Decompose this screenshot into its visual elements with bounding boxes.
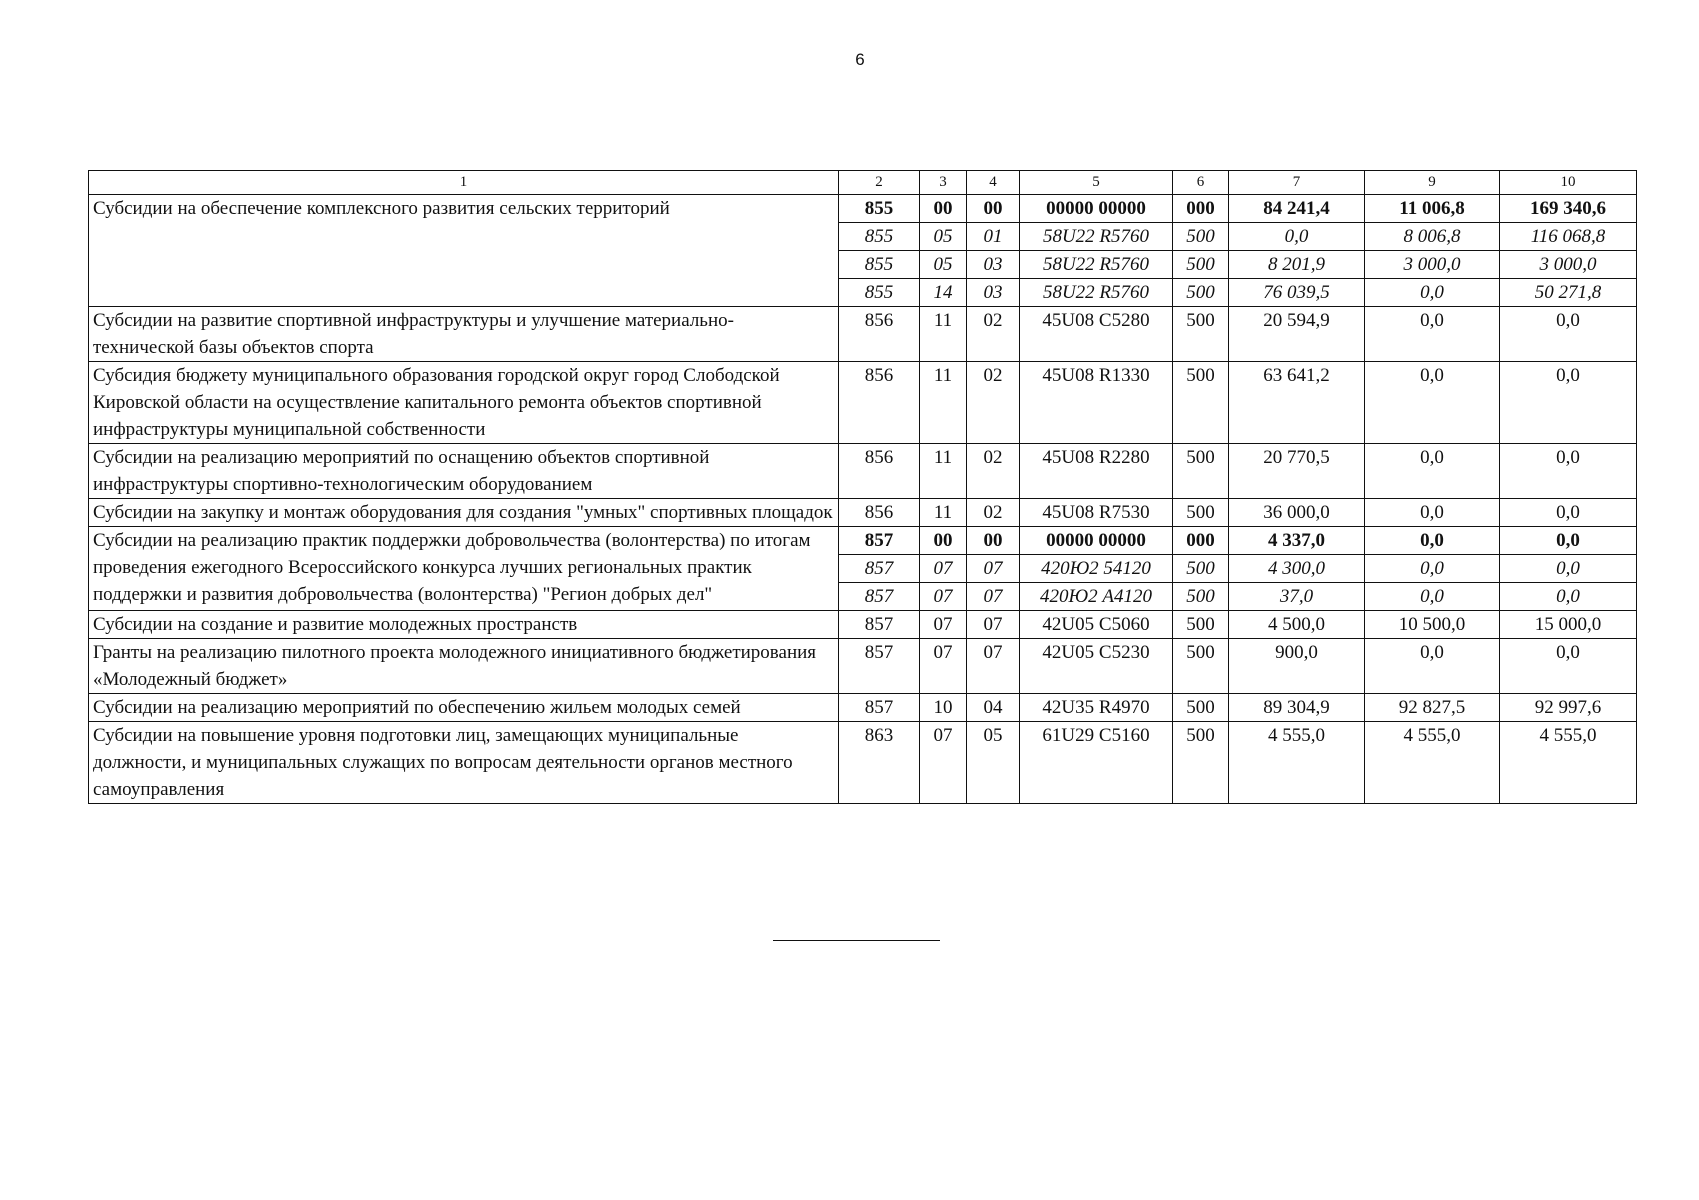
code-4-cell: 02 — [967, 307, 1020, 362]
column-header: 10 — [1500, 171, 1637, 195]
code-3-cell: 11 — [920, 307, 967, 362]
value-7-cell: 76 039,5 — [1229, 279, 1365, 307]
column-header: 6 — [1173, 171, 1229, 195]
value-10-cell: 116 068,8 — [1500, 223, 1637, 251]
code-6-cell: 500 — [1173, 694, 1229, 722]
description-cell: Субсидии на развитие спортивной инфраструктуры и улучшение материально-технической базы объектов спорта — [89, 307, 839, 362]
code-3-cell: 07 — [920, 722, 967, 804]
code-6-cell: 500 — [1173, 499, 1229, 527]
code-6-cell: 500 — [1173, 444, 1229, 499]
description-cell: Субсидии на обеспечение комплексного развития сельских территорий — [89, 195, 839, 307]
code-6-cell: 000 — [1173, 195, 1229, 223]
code-5-cell: 42U05 C5060 — [1020, 611, 1173, 639]
table-row — [89, 611, 1637, 639]
code-2-cell: 855 — [839, 223, 920, 251]
value-9-cell: 0,0 — [1365, 583, 1500, 611]
value-9-cell: 0,0 — [1365, 279, 1500, 307]
description-cell: Гранты на реализацию пилотного проекта молодежного инициативного бюджетирования «Молодежный бюджет» — [89, 639, 839, 694]
code-5-cell: 58U22 R5760 — [1020, 251, 1173, 279]
value-9-cell: 0,0 — [1365, 499, 1500, 527]
code-4-cell: 00 — [967, 527, 1020, 555]
code-3-cell: 11 — [920, 499, 967, 527]
code-5-cell: 58U22 R5760 — [1020, 279, 1173, 307]
code-3-cell: 05 — [920, 251, 967, 279]
value-9-cell: 92 827,5 — [1365, 694, 1500, 722]
code-2-cell: 863 — [839, 722, 920, 804]
code-4-cell: 07 — [967, 639, 1020, 694]
value-7-cell: 900,0 — [1229, 639, 1365, 694]
description-cell: Субсидии на реализацию мероприятий по обеспечению жильем молодых семей — [89, 694, 839, 722]
code-5-cell: 61U29 C5160 — [1020, 722, 1173, 804]
value-7-cell: 37,0 — [1229, 583, 1365, 611]
code-2-cell: 856 — [839, 362, 920, 444]
code-3-cell: 14 — [920, 279, 967, 307]
column-header: 3 — [920, 171, 967, 195]
value-10-cell: 50 271,8 — [1500, 279, 1637, 307]
value-10-cell: 3 000,0 — [1500, 251, 1637, 279]
code-2-cell: 857 — [839, 527, 920, 555]
table-row — [89, 307, 1637, 362]
description-cell: Субсидии на повышение уровня подготовки лиц, замещающих муниципальные должности, и муниципальных служащих по вопросам деятельности органов местного самоуправления — [89, 722, 839, 804]
table-row — [89, 694, 1637, 722]
code-4-cell: 07 — [967, 583, 1020, 611]
column-header: 7 — [1229, 171, 1365, 195]
code-4-cell: 02 — [967, 499, 1020, 527]
budget-table — [88, 170, 1637, 804]
code-2-cell: 857 — [839, 583, 920, 611]
code-4-cell: 07 — [967, 555, 1020, 583]
code-6-cell: 500 — [1173, 223, 1229, 251]
table-header-row — [89, 171, 1637, 195]
code-3-cell: 10 — [920, 694, 967, 722]
code-5-cell: 45U08 R1330 — [1020, 362, 1173, 444]
value-9-cell: 3 000,0 — [1365, 251, 1500, 279]
value-9-cell: 10 500,0 — [1365, 611, 1500, 639]
value-7-cell: 4 555,0 — [1229, 722, 1365, 804]
code-2-cell: 856 — [839, 499, 920, 527]
value-7-cell: 0,0 — [1229, 223, 1365, 251]
value-7-cell: 36 000,0 — [1229, 499, 1365, 527]
budget-table-body — [89, 171, 1637, 804]
code-6-cell: 500 — [1173, 307, 1229, 362]
table-row — [89, 639, 1637, 694]
code-2-cell: 857 — [839, 555, 920, 583]
code-6-cell: 500 — [1173, 639, 1229, 694]
value-7-cell: 4 500,0 — [1229, 611, 1365, 639]
code-5-cell: 00000 00000 — [1020, 195, 1173, 223]
value-9-cell: 0,0 — [1365, 444, 1500, 499]
code-4-cell: 02 — [967, 362, 1020, 444]
description-cell: Субсидии на создание и развитие молодежных пространств — [89, 611, 839, 639]
code-3-cell: 00 — [920, 527, 967, 555]
value-9-cell: 0,0 — [1365, 527, 1500, 555]
description-cell: Субсидии на реализацию мероприятий по оснащению объектов спортивной инфраструктуры спортивно-технологическим оборудованием — [89, 444, 839, 499]
table-row — [89, 499, 1637, 527]
code-5-cell: 420Ю2 54120 — [1020, 555, 1173, 583]
code-6-cell: 500 — [1173, 251, 1229, 279]
table-row — [89, 195, 1637, 223]
code-4-cell: 03 — [967, 251, 1020, 279]
description-cell: Субсидия бюджету муниципального образования городской округ город Слободской Кировской области на осуществление капитального ремонта объектов спортивной инфраструктуры муниципальной собственности — [89, 362, 839, 444]
value-10-cell: 0,0 — [1500, 583, 1637, 611]
code-4-cell: 07 — [967, 611, 1020, 639]
value-10-cell: 4 555,0 — [1500, 722, 1637, 804]
table-row — [89, 527, 1637, 555]
value-9-cell: 8 006,8 — [1365, 223, 1500, 251]
code-6-cell: 500 — [1173, 279, 1229, 307]
value-10-cell: 15 000,0 — [1500, 611, 1637, 639]
code-6-cell: 500 — [1173, 583, 1229, 611]
column-header: 4 — [967, 171, 1020, 195]
column-header: 2 — [839, 171, 920, 195]
code-4-cell: 04 — [967, 694, 1020, 722]
value-9-cell: 0,0 — [1365, 362, 1500, 444]
value-7-cell: 20 594,9 — [1229, 307, 1365, 362]
value-7-cell: 89 304,9 — [1229, 694, 1365, 722]
code-4-cell: 01 — [967, 223, 1020, 251]
code-3-cell: 11 — [920, 444, 967, 499]
value-7-cell: 4 337,0 — [1229, 527, 1365, 555]
code-6-cell: 500 — [1173, 722, 1229, 804]
value-10-cell: 0,0 — [1500, 307, 1637, 362]
code-6-cell: 500 — [1173, 362, 1229, 444]
code-2-cell: 857 — [839, 639, 920, 694]
column-header: 1 — [89, 171, 839, 195]
bottom-rule — [773, 940, 940, 941]
value-10-cell: 0,0 — [1500, 527, 1637, 555]
code-3-cell: 11 — [920, 362, 967, 444]
value-9-cell: 0,0 — [1365, 639, 1500, 694]
code-5-cell: 45U08 R7530 — [1020, 499, 1173, 527]
value-10-cell: 0,0 — [1500, 444, 1637, 499]
code-5-cell: 42U05 C5230 — [1020, 639, 1173, 694]
value-10-cell: 0,0 — [1500, 499, 1637, 527]
table-row — [89, 444, 1637, 499]
code-4-cell: 00 — [967, 195, 1020, 223]
value-9-cell: 11 006,8 — [1365, 195, 1500, 223]
code-2-cell: 856 — [839, 307, 920, 362]
value-10-cell: 0,0 — [1500, 555, 1637, 583]
page-number: 6 — [855, 50, 865, 69]
column-header: 9 — [1365, 171, 1500, 195]
value-9-cell: 0,0 — [1365, 555, 1500, 583]
code-3-cell: 07 — [920, 639, 967, 694]
code-4-cell: 03 — [967, 279, 1020, 307]
code-5-cell: 42U35 R4970 — [1020, 694, 1173, 722]
code-2-cell: 855 — [839, 279, 920, 307]
value-7-cell: 84 241,4 — [1229, 195, 1365, 223]
code-4-cell: 02 — [967, 444, 1020, 499]
code-4-cell: 05 — [967, 722, 1020, 804]
value-10-cell: 0,0 — [1500, 639, 1637, 694]
code-2-cell: 855 — [839, 251, 920, 279]
value-9-cell: 0,0 — [1365, 307, 1500, 362]
code-3-cell: 07 — [920, 583, 967, 611]
description-cell: Субсидии на реализацию практик поддержки добровольчества (волонтерства) по итогам проведения ежегодного Всероссийского конкурса лучших региональных практик поддержки и развития добровольчества (волонтерства) "Регион добрых дел" — [89, 527, 839, 611]
code-2-cell: 857 — [839, 611, 920, 639]
code-3-cell: 07 — [920, 611, 967, 639]
code-3-cell: 05 — [920, 223, 967, 251]
code-5-cell: 00000 00000 — [1020, 527, 1173, 555]
code-5-cell: 58U22 R5760 — [1020, 223, 1173, 251]
code-6-cell: 500 — [1173, 555, 1229, 583]
value-10-cell: 169 340,6 — [1500, 195, 1637, 223]
value-10-cell: 0,0 — [1500, 362, 1637, 444]
code-5-cell: 45U08 R2280 — [1020, 444, 1173, 499]
description-cell: Субсидии на закупку и монтаж оборудования для создания "умных" спортивных площадок — [89, 499, 839, 527]
value-7-cell: 20 770,5 — [1229, 444, 1365, 499]
code-3-cell: 00 — [920, 195, 967, 223]
code-5-cell: 420Ю2 A4120 — [1020, 583, 1173, 611]
value-9-cell: 4 555,0 — [1365, 722, 1500, 804]
code-2-cell: 855 — [839, 195, 920, 223]
code-2-cell: 856 — [839, 444, 920, 499]
code-2-cell: 857 — [839, 694, 920, 722]
code-5-cell: 45U08 C5280 — [1020, 307, 1173, 362]
value-7-cell: 8 201,9 — [1229, 251, 1365, 279]
code-3-cell: 07 — [920, 555, 967, 583]
table-row — [89, 722, 1637, 804]
table-row — [89, 362, 1637, 444]
code-6-cell: 500 — [1173, 611, 1229, 639]
code-6-cell: 000 — [1173, 527, 1229, 555]
value-10-cell: 92 997,6 — [1500, 694, 1637, 722]
value-7-cell: 63 641,2 — [1229, 362, 1365, 444]
column-header: 5 — [1020, 171, 1173, 195]
value-7-cell: 4 300,0 — [1229, 555, 1365, 583]
